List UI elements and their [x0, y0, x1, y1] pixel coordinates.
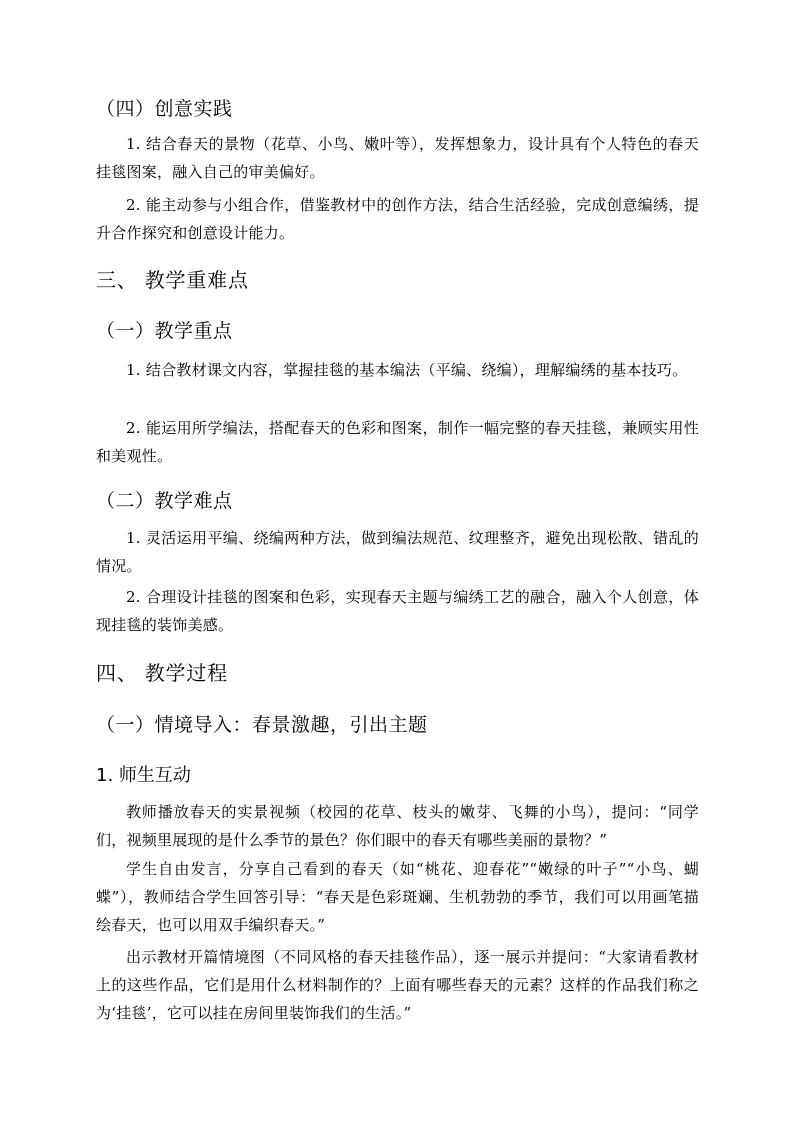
paragraph-difficult-2: 2. 合理设计挂毯的图案和色彩，实现春天主题与编绣工艺的融合，融入个人创意，体现挂毯的装饰美感。 [96, 588, 699, 634]
heading-teaching-key-points: （一）教学重点 [96, 320, 233, 342]
paragraph-creative-1: 1. 结合春天的景物（花草、小鸟、嫩叶等），发挥想象力，设计具有个人特色的春天挂毯图案，融入自己的审美偏好。 [96, 135, 699, 181]
paragraph-interaction-3: 出示教材开篇情境图（不同风格的春天挂毯作品），逐一展示并提问：“大家请看教材上的这些作品，它们是用什么材料制作的？上面有哪些春天的元素？这样的作品我们称之为‘挂毯’，它可以挂在房间里装饰我们的生活。” [96, 948, 699, 1022]
heading-teaching-process: 四、 教学过程 [96, 661, 228, 685]
paragraph-interaction-2: 学生自由发言，分享自己看到的春天（如“桃花、迎春花”“嫩绿的叶子”“小鸟、蝴蝶”），教师结合学生回答引导：“春天是色彩斑斓、生机勃勃的季节，我们可以用画笔描绘春天，也可以用双手编织春天。” [96, 860, 699, 934]
heading-key-difficult-points: 三、 教学重难点 [96, 268, 249, 292]
heading-teacher-student-interaction: 1. 师生互动 [96, 765, 191, 786]
paragraph-creative-2: 2. 能主动参与小组合作，借鉴教材中的创作方法，结合生活经验，完成创意编绣，提升合作探究和创意设计能力。 [96, 196, 699, 242]
paragraph-key-1: 1. 结合教材课文内容，掌握挂毯的基本编法（平编、绕编），理解编绣的基本技巧。 [126, 361, 688, 379]
paragraph-interaction-1: 教师播放春天的实景视频（校园的花草、枝头的嫩芽、飞舞的小鸟），提问：“同学们，视频里展现的是什么季节的景色？你们眼中的春天有哪些美丽的景物？” [96, 803, 699, 849]
heading-situation-intro: （一）情境导入：春景激趣，引出主题 [96, 714, 428, 736]
paragraph-difficult-1: 1. 灵活运用平编、绕编两种方法，做到编法规范、纹理整齐，避免出现松散、错乱的情况。 [96, 529, 699, 575]
heading-teaching-difficult-points: （二）教学难点 [96, 490, 233, 512]
heading-creative-practice: （四）创意实践 [96, 98, 233, 120]
paragraph-key-2: 2. 能运用所学编法，搭配春天的色彩和图案，制作一幅完整的春天挂毯，兼顾实用性和美观性。 [96, 419, 699, 465]
